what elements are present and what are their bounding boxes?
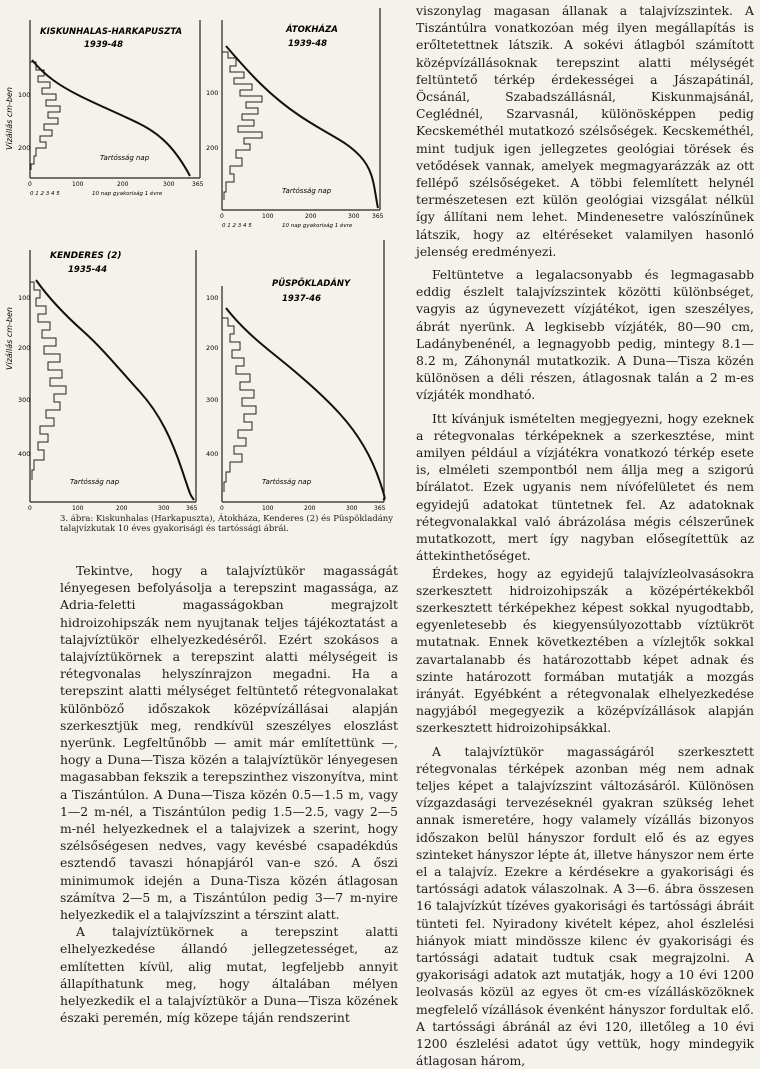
- y-tick: 100: [18, 294, 31, 302]
- duration-curve: [36, 280, 194, 500]
- freq-label: 10 nap gyakoriság 1 évre: [282, 223, 353, 229]
- x-tick: 200: [304, 505, 316, 512]
- y-tick: 400: [18, 450, 31, 458]
- panel-kenderes: [18, 250, 198, 512]
- duration-curve: [226, 308, 385, 500]
- panel-years: 1937-46: [282, 294, 322, 304]
- y-tick: 400: [206, 450, 219, 458]
- duration-frequency-charts: [0, 0, 400, 512]
- panel-title: ÁTOKHÁZA: [286, 25, 338, 35]
- y-tick: 100: [206, 89, 219, 97]
- panel-title: KENDERES (2): [50, 251, 122, 261]
- x-tick: 365: [186, 505, 198, 512]
- histogram-line: [222, 52, 262, 200]
- y-tick: 200: [18, 144, 31, 152]
- panel-years: 1935-44: [68, 265, 108, 275]
- left-column: [60, 562, 398, 1026]
- paragraph: Érdekes, hogy az egyidejű talajvízleolvasásokra szerkesztett hidroizohipszák a középértékekből szerkesztett térképekhez képest sokkal nyugodtabb, egyenletesebb és kiegyensúlyozottabb víztükröt mutatnak. Ennek következtében a vízlejtők sokkal zavartalanabb és határozottabb képet adnak és szinte határozott formában mutatják a mozgás irányát. Egyébként a rétegvonalak elhelyezkedése nagyjából megegyezik a középvízállások alapján szerkesztett hidroizohipsákkal.: [416, 565, 754, 736]
- x-tick: 0: [28, 505, 32, 512]
- paragraph: A talajvíztükörnek a terepszint alatti elhelyezkedése állandó jellegzetességet, az említetten kívül, alig mutat, legfeljebb annyit állapíthatunk meg, hogy általában mélyen helyezkedik el a talajvíztükör a Duna—Tisza közének északi peremén, míg közepe táján rendszerint: [60, 924, 398, 1026]
- freq-label: 10 nap gyakoriság 1 évre: [92, 191, 163, 197]
- panel-atokhaza: [206, 8, 384, 229]
- y-axis-label-bottom: Vízállás cm-ben: [5, 306, 14, 370]
- x-axis-label: Tartósság nap: [282, 187, 332, 195]
- histogram-line: [222, 318, 256, 492]
- y-tick: 100: [18, 91, 31, 99]
- x-tick: 365: [374, 505, 386, 512]
- duration-curve: [226, 46, 378, 208]
- paragraph: viszonylag magasan állanak a talajvízszintek. A Tiszántúlra vonatkozóan még ilyen megállapítás is erőltetettnek látszik. A sokévi átlagból számított középvízállásoknak terepszint alatti mélységét feltüntető térkép érdekességei a Jászapátinál, Öcsánál, Szabadszállásnál, Kiskunmajsánál, Ceglédnél, Szarvasnál, különösképpen pedig Kecskeméthél mutatkozó szélsőségek. Kecskeméthél, mint tudjuk igen jellegzetes geológiai törések és vetődések vannak, amelyek megmagyarázzák az ott fellépő szélsőségeket. A többi felemlített helynél természetesen ezt külön geológiai vizsgálat nélkül így állítani nem lehet. Mindenesetre valószínűnek látszik, hogy az eltéréseket valamilyen hasonló jelenség eredményezi.: [416, 3, 754, 259]
- x-tick: 100: [72, 505, 84, 512]
- y-tick: 200: [206, 144, 219, 152]
- x-tick: 365: [192, 181, 204, 188]
- x-axis-label: Tartósság nap: [100, 154, 150, 162]
- paragraph: Feltüntetve a legalacsonyabb és legmagasabb eddig észlelt talajvízszintek közötti különbséget, vagyis az úgynevezett vízjátékot, igen szeszélyes, ábrát nyerünk. A legkisebb vízjáték, 80—90 cm, Ladánybenénél, a legnagyobb pedig, mintegy 8.1—8.2 m, Záhonynál mutatkozik. A Duna—Tisza közén különösen a déli részen, átlagosnak talán a 2 m-es vízjáték mondható.: [416, 267, 754, 403]
- x-axis-label: Tartósság nap: [70, 478, 120, 486]
- panel-kiskunhalas: [18, 20, 204, 197]
- panel-years: 1939-48: [84, 40, 124, 50]
- freq-ticks: 0 1 2 3 4 5: [222, 223, 252, 229]
- panel-years: 1939-48: [288, 39, 328, 49]
- right-column: [416, 2, 754, 1069]
- x-tick: 0: [220, 505, 224, 512]
- y-tick: 100: [206, 294, 219, 302]
- x-tick: 300: [346, 505, 358, 512]
- histogram-line: [30, 282, 66, 480]
- x-tick: 300: [348, 213, 360, 220]
- x-axis-label: Tartósság nap: [262, 478, 312, 486]
- x-tick: 0: [28, 181, 32, 188]
- x-tick: 365: [372, 213, 384, 220]
- x-tick: 300: [158, 505, 170, 512]
- x-tick: 200: [305, 213, 317, 220]
- panel-puspokladany: [206, 240, 386, 512]
- x-tick: 100: [72, 181, 84, 188]
- x-tick: 200: [117, 181, 129, 188]
- freq-ticks: 0 1 2 3 4 5: [30, 191, 60, 197]
- y-axis-label-top: Vízállás cm-ben: [5, 86, 14, 150]
- y-tick: 200: [206, 344, 219, 352]
- x-tick: 100: [262, 505, 274, 512]
- panel-title: PÜSPÖKLADÁNY: [272, 279, 351, 289]
- y-tick: 200: [18, 344, 31, 352]
- x-tick: 300: [163, 181, 175, 188]
- x-tick: 200: [116, 505, 128, 512]
- paragraph: A talajvíztükör magasságáról szerkesztett rétegvonalas térképek azonban még nem adnak teljes képet a talajvízszint változásáról. Különösen vízgazdasági tervezéseknél gyakran szükség lehet annak ismeretére, hogy valamely vízállás bizonyos időszakon belül hányszor fordult elő és az egyes szinteket hányszor lépte át, illetve hányszor nem érte el a talajvíz. Ezekre a kérdésekre a gyakorisági és tartóssági adatok válaszolnak. A 3—6. ábra összesen 16 talajvízkút tízéves gyakorisági és tartóssági ábráit tünteti fel. Nyiradony kivételt képez, ahol észlelési hiányok miatt mindössze kilenc év gyakorisági és tartóssági adatait tudtuk csak megrajzolni. A gyakorisági adatok azt mutatják, hogy a 10 évi 1200 leolvasás közül az egyes öt cm-es vízállásközöknek megfelelő vízállások évenként hányszor fordultak elő. A tartóssági ábránál az évi 120, illetőleg a 10 évi 1200 észlelési adatot úgy vettük, hogy mindegyik átlagosan három,: [416, 743, 754, 1069]
- x-tick: 0: [220, 213, 224, 220]
- figure-3: [0, 0, 400, 570]
- figure-caption: 3. ábra: Kiskunhalas (Harkapuszta), Átokháza, Kenderes (2) és Püspökladány talajvízkutak 10 éves gyakorisági és tartóssági ábrái.: [60, 514, 394, 534]
- histogram-line: [30, 62, 60, 170]
- y-tick: 300: [206, 396, 219, 404]
- panel-title: KISKUNHALAS-HARKAPUSZTA: [40, 27, 183, 37]
- y-tick: 300: [18, 396, 31, 404]
- x-tick: 100: [262, 213, 274, 220]
- paragraph: Itt kívánjuk ismételten megjegyezni, hogy ezeknek a rétegvonalas térképeknek a szerkesztése, mint amilyen például a vízjátékra vonatkozó térkép esete is, elméleti szempontból nem állja meg a szigorú bírálatot. Ezek ugyanis nem nívófelületet és nem egyidejű adatokat tüntetnek fel. Az adatoknak rétegvonalakkal való ábrázolása mégis célszerűnek mutatkozott, mert így nagyban elősegítettük az áttekinthetőséget.: [416, 410, 754, 564]
- paragraph: Tekintve, hogy a talajvíztükör magasságát lényegesen befolyásolja a terepszint magassága, az Adria-feletti magasságokban megrajzolt hidroizohipszák nem nyujtanak teljes tájékoztatást a talajvíztükör elhelyezkedéséről. Ezért szokásos a talajvíztükörnek a terepszint alatti mélységeit is rétegvonalas helyszínrajzon megadni. Ha a terepszint alatti mélységet feltüntető rétegvonalakat különböző időszakok középvízállásai alapján szerkesztjük meg, rendkívül szeszélyes eloszlást nyerünk. Legfeltűnőbb — amit már említettünk —, hogy a Duna—Tisza közén a talajvíztükör lényegesen magasabban fekszik a terepszinthez viszonyítva, mint a Tiszántúlon. A Duna—Tisza közén 0.5—1.5 m, vagy 1—2 m-nél, a Tiszántúlon pedig 1.5—2.5, vagy 2—5 m-nél helyezkednek el a talajvizek a szerint, hogy szélsőségesen nedves, vagy kevésbé csapadékdús esztendő tavaszi hónapjáról van-e szó. A őszi minimumok idején a Duna-Tisza közén átlagosan számítva 2—5 m, a Tiszántúlon pedig 3—7 m-nyire helyezkedik el a talajvízszint a térszint alatt.: [60, 563, 398, 923]
